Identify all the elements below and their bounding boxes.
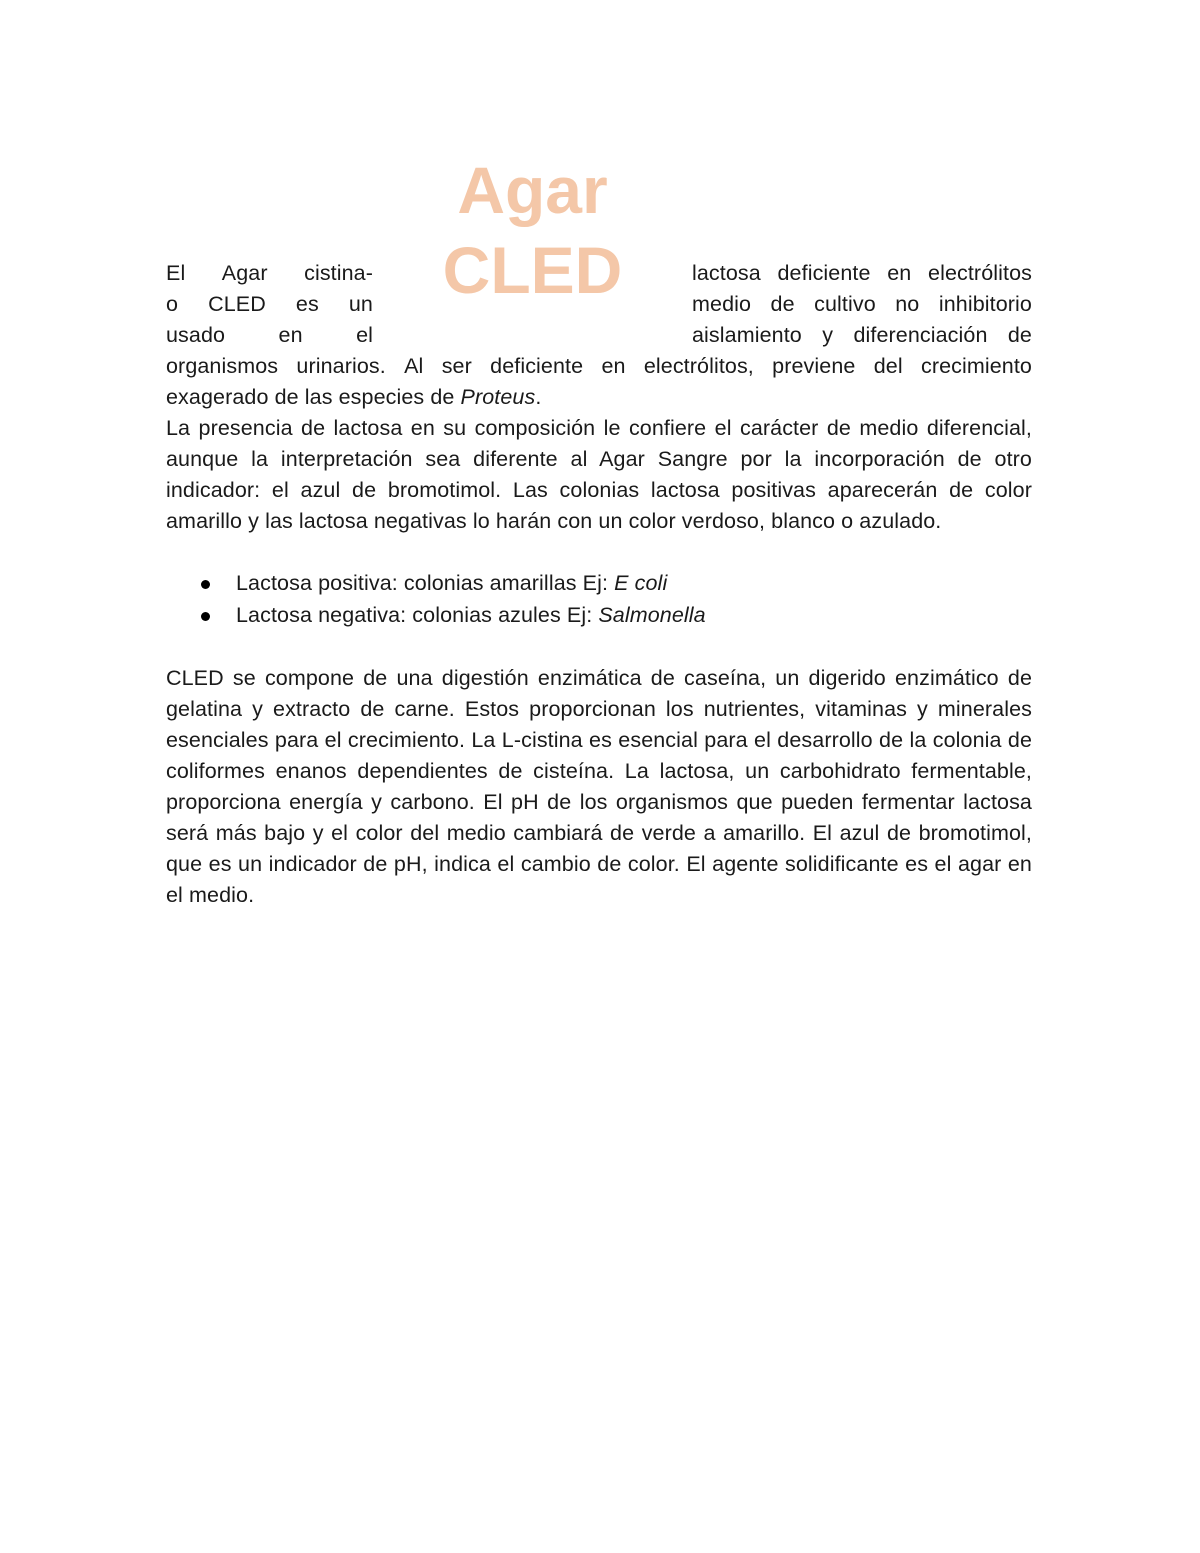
bullet-icon: [201, 612, 210, 621]
paragraph-3: CLED se compone de una digestión enzimática de caseína, un digerido enzimático de gelatina y extracto de carne. Estos proporcionan los nutrientes, vitaminas y minerales esenciales para el crecimiento. La L-cistina es esencial para el desarrollo de la colonia de coliformes enanos dependientes de cisteína. La lactosa, un carbohidrato fermentable, proporciona energía y carbono. El pH de los organismos que pueden fermentar lactosa será más bajo y el color del medio cambiará de verde a amarillo. El azul de bromotimol, que es un indicador de pH, indica el cambio de color. El agente solidificante es el agar en el medio.: [166, 666, 1032, 907]
paragraph-1-line-2: [166, 382, 1032, 413]
word: cultivo: [814, 292, 876, 316]
bullet-italic: E coli: [614, 571, 668, 595]
paragraph-1-line-1: [166, 351, 1032, 382]
paragraph-1-end: .: [535, 385, 542, 409]
list-item: [166, 568, 1032, 600]
word: deficiente: [777, 261, 871, 285]
bullet-italic: Salmonella: [598, 603, 706, 627]
word: o: [166, 292, 179, 316]
intro-right-line: [692, 258, 1032, 289]
intro-left-column: [166, 258, 373, 351]
word: un: [348, 292, 373, 316]
word: es: [295, 292, 319, 316]
word: inhibitorio: [938, 292, 1032, 316]
word: usado: [166, 323, 226, 347]
word: cistina-: [304, 261, 373, 285]
word: en: [278, 323, 303, 347]
intro-right-line: [692, 289, 1032, 320]
intro-left-line: [166, 289, 373, 320]
word: El: [166, 261, 186, 285]
word: diferenciación: [853, 323, 988, 347]
title-line-1: Agar: [457, 153, 608, 227]
title-line-2: CLED: [442, 233, 623, 307]
word: medio: [692, 292, 752, 316]
word: deficiente: [490, 354, 584, 378]
list-item: [166, 600, 1032, 632]
bullet-text: Lactosa negativa: colonias azules Ej:: [236, 603, 599, 627]
word: de: [1007, 323, 1032, 347]
word: crecimiento: [920, 354, 1032, 378]
word: organismos: [166, 354, 279, 378]
word: en: [601, 354, 626, 378]
intro-right-line: [692, 320, 1032, 351]
bullet-icon: [201, 580, 210, 589]
bullet-text: Lactosa positiva: colonias amarillas Ej:: [236, 571, 615, 595]
word: del: [873, 354, 903, 378]
word: CLED: [208, 292, 266, 316]
word: Al: [404, 354, 424, 378]
intro-wrapped-text: [166, 258, 1032, 351]
word: electrólitos,: [643, 354, 754, 378]
proteus-italic: Proteus: [460, 385, 536, 409]
word: de: [770, 292, 795, 316]
paragraph-1: [166, 351, 1032, 413]
intro-left-line: [166, 258, 373, 289]
word: ser: [441, 354, 472, 378]
paragraph-2: La presencia de lactosa en su composición le confiere el carácter de medio diferencial, aunque la interpretación sea diferente al Agar Sangre por la incorporación de otro indicador: el azul de bromotimol. Las colonias lactosa positivas aparecerán de color amarillo y las lactosa negativas lo harán con un color verdoso, blanco o azulado.: [166, 416, 1032, 533]
word: electrólitos: [928, 261, 1032, 285]
intro-right-column: [692, 258, 1032, 351]
word: Agar: [221, 261, 268, 285]
intro-left-line: [166, 320, 373, 351]
word: no: [895, 292, 920, 316]
word: previene: [772, 354, 856, 378]
word: urinarios.: [296, 354, 386, 378]
word: en: [887, 261, 912, 285]
word: lactosa: [692, 261, 761, 285]
bullet-list: [166, 568, 1032, 632]
word: aislamiento: [692, 323, 802, 347]
paragraph-1-text: exagerado de las especies de: [166, 385, 461, 409]
word: y: [822, 323, 834, 347]
word: el: [356, 323, 373, 347]
